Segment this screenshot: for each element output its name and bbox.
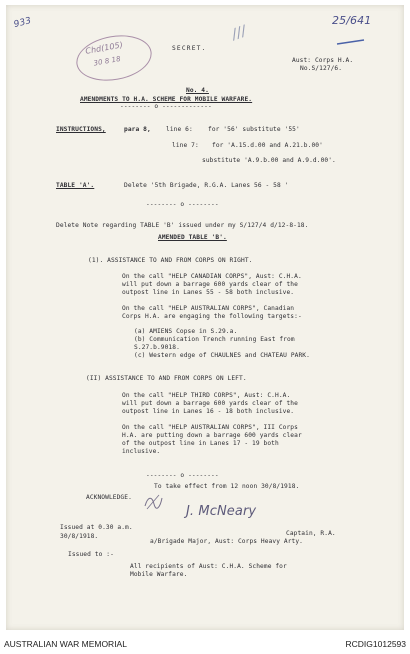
- section-1-para1-line1: On the call "HELP CANADIAN CORPS", Aust: C.H.A.: [122, 273, 302, 280]
- acknowledge: ACKNOWLEDGE.: [86, 494, 132, 501]
- archive-id: RCDIG1012593: [345, 639, 406, 649]
- section-2-para1-line2: will put down a barrage 600 yards clear of the: [122, 400, 298, 407]
- issued-to-line1: All recipients of Aust: C.H.A. Scheme for: [130, 563, 287, 570]
- divider: -------- o --------: [146, 201, 219, 208]
- section-1-para1-line2: will put down a barrage 600 yards clear of the: [122, 281, 298, 288]
- section-2-para2-line1: On the call "HELP AUSTRALIAN CORPS", III Corps: [122, 424, 298, 431]
- initials-mark: [142, 492, 164, 512]
- section-2-para1-line1: On the call "HELP THIRD CORPS", Aust: C.H.A.: [122, 392, 291, 399]
- section-1-para2-line2: Corps H.A. are engaging the following targets:-: [122, 313, 302, 320]
- stamp-text-top: Chd(105): [84, 40, 124, 56]
- issued-at: Issued at 0.30 a.m.: [60, 524, 133, 531]
- underline-stroke: [336, 38, 366, 46]
- instructions-line7-text: for 'A.15.d.00 and A.21.b.00': [212, 142, 323, 149]
- section-1-heading: (1). ASSISTANCE TO AND FROM CORPS ON RIGHT.: [88, 257, 253, 264]
- document-title: AMENDMENTS TO H.A. SCHEME FOR MOBILE WARFARE.: [80, 96, 253, 103]
- classification: SECRET.: [172, 45, 207, 52]
- target-item: (a) AMIENS Copse in S.29.a.: [134, 328, 238, 335]
- target-item: (b) Communication Trench running East from: [134, 336, 295, 343]
- issued-to-line2: Mobile Warfare.: [130, 571, 188, 578]
- section-2-para2-line3: of the outpost line in Lanes 17 - 19 both: [122, 440, 279, 447]
- archive-credit: AUSTRALIAN WAR MEMORIAL: [4, 639, 127, 649]
- signatory-title: a/Brigade Major, Aust: Corps Heavy Arty.: [150, 538, 304, 545]
- reference-number: No.S/127/6.: [300, 65, 343, 72]
- section-1-para2-line1: On the call "HELP AUSTRALIAN CORPS", Canadian: [122, 305, 295, 312]
- issued-to-label: Issued to :-: [68, 551, 114, 558]
- amended-table-heading: AMENDED TABLE 'B'.: [158, 234, 227, 241]
- instructions-line6-text: for '56' substitute '55': [208, 126, 300, 133]
- section-2-heading: (II) ASSISTANCE TO AND FROM CORPS ON LEFT.: [86, 375, 247, 382]
- stamp-text-date: 30 8 18: [92, 54, 122, 68]
- section-2-para1-line3: outpost line in Lanes 16 - 18 both inclusive.: [122, 408, 295, 415]
- delete-note: Delete Note regarding TABLE 'B' issued under my S/127/4 d/12-8-18.: [56, 222, 309, 229]
- target-item: (c) Western edge of CHAULNES and CHATEAU PARK.: [134, 352, 310, 359]
- instructions-line7: line 7:: [172, 142, 199, 149]
- target-item: S.27.b.9018.: [134, 344, 180, 351]
- signature: J. McNeary: [186, 504, 257, 519]
- instructions-line7-substitute: substitute 'A.9.b.00 and A.9.d.00'.: [202, 157, 336, 164]
- instructions-label: INSTRUCTIONS,: [56, 126, 106, 133]
- pencil-scribble: ///: [229, 23, 249, 44]
- effective-time: To take effect from 12 noon 30/8/1918.: [154, 483, 300, 490]
- issued-date: 30/8/1918.: [60, 533, 99, 540]
- signatory-rank: Captain, R.A.: [286, 530, 336, 537]
- corner-number-handwritten: 933: [12, 15, 33, 31]
- divider: -------- o --------: [146, 472, 219, 479]
- document-number: No. 4.: [186, 87, 209, 94]
- title-divider: -------- o -------------: [120, 103, 212, 110]
- instructions-line6: line 6:: [166, 126, 193, 133]
- corner-ref-handwritten: 25/641: [332, 14, 372, 27]
- origin: Aust: Corps H.A.: [292, 57, 354, 64]
- section-1-para1-line3: outpost line in Lanes 55 - 58 both inclusive.: [122, 289, 295, 296]
- instructions-para: para 8,: [124, 126, 151, 133]
- section-2-para2-line4: inclusive.: [122, 448, 161, 455]
- table-a-label: TABLE 'A'.: [56, 182, 95, 189]
- section-2-para2-line2: H.A. are putting down a barrage 600 yards clear: [122, 432, 302, 439]
- table-a-text: Delete '5th Brigade, R.G.A. Lanes 56 - 58 ': [124, 182, 289, 189]
